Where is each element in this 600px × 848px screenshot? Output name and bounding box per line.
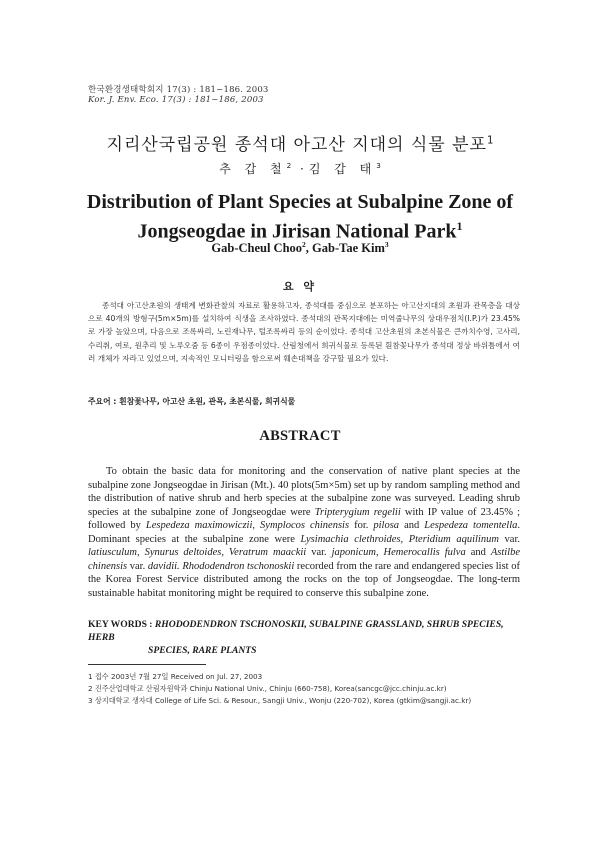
species-name: pilosa: [373, 520, 400, 531]
author-kr-1: 추 갑 철: [219, 162, 287, 176]
footnote-1: 1 접수 2003년 7월 27일 Received on Jul. 27, 2003: [88, 672, 263, 681]
abstract-korean-heading: 요 약: [282, 280, 318, 293]
species-name: Lespedeza tomentella: [424, 520, 518, 531]
abstract-text-run: var.: [306, 547, 332, 558]
abstract-text-run: with IP value of 23.45% ; followed by: [88, 506, 521, 531]
journal-citation-english: Kor. J. Env. Eco. 17(3) : 181~186, 2003: [88, 95, 264, 105]
keywords-korean-text: 흰참꽃나무, 아고산 초원, 관목, 초본식물, 희귀식물: [119, 397, 296, 406]
abstract-text-run: To obtain the basic data for monitoring and the conservation of native plant species at the subalpine zone Jongseogdae in Jirisan (Mt.). 40 plots(5m×5m) set up by random sampling method and the distribution of native shrub and herb species at the subalpine zone was surveyed. Leading shrub species at the subalpine zone of Jongseogdae were: [88, 466, 520, 518]
author-en-2: Gab-Tae Kim: [312, 241, 385, 256]
footnote-2: 2 진주산업대학교 산림자원학과 Chinju National Univ., Chinju (660-758), Korea(sancgc@jcc.chinju.ac.kr): [88, 684, 447, 693]
keywords-korean: [88, 396, 520, 407]
abstract-korean: 종석대 아고산초원의 생태계 변화관찰의 자료로 활용하고자, 종석대를 중심으로 분포하는 아고산지대의 초원과 관목층을 대상으로 40개의 방형구(5m×5m)를 설치하여 식생을 조사하였다. 종석대의 관목지대에는 미역줄나무의 상대우점치(I.P.)가 23.45%로 가장 높았으며, 다음으로 조록싸리, 노린재나무, 털조록싸리 등의 순이었다. 종석대 고산초원의 초본식물은 큰까치수영, 고사리, 수리취, 여로, 원추리 및 노루오줌 등 6종이 우점종이었다. 산림청에서 희귀식물로 등록된 흰참꽃나무가 종석대 정상 바위틈에서 여러 개체가 자라고 있었으며, 지속적인 모니터링을 함으로써 훼손대책을 강구할 필요가 있다.: [88, 301, 520, 363]
author-en-1-mark: 2: [302, 240, 306, 249]
species-name: Tripterygium regelii: [314, 506, 401, 518]
author-separator: ·: [300, 162, 309, 176]
keywords-english-label: KEY WORDS :: [88, 619, 153, 630]
abstract-english: [88, 465, 520, 600]
keywords-english-line-2: SPECIES, RARE PLANTS: [148, 645, 257, 656]
title-english-line-2: Jongseogdae in Jirisan National Park: [137, 220, 457, 243]
abstract-english-paragraph: [88, 465, 520, 600]
author-kr-2: 김 갑 태: [308, 162, 377, 176]
species-name: latiusculum, Synurus deltoides, Veratrum maackii: [88, 547, 307, 558]
keywords-english-line-1: RHODODENDRON TSCHONOSKII, SUBALPINE GRASSLAND, SHRUB SPECIES, HERB: [88, 619, 504, 643]
species-name: japonicum, Hemerocallis fulva: [331, 547, 466, 558]
title-korean-text: 지리산국립공원 종석대 아고산 지대의 식물 분포: [106, 135, 487, 155]
footnote-divider: [88, 664, 206, 665]
keywords-korean-label: 주요어 :: [88, 397, 117, 406]
author-en-2-mark: 3: [384, 240, 389, 249]
abstract-text-run: var.: [127, 560, 148, 572]
abstract-text-run: and: [465, 547, 491, 558]
title-korean: [0, 130, 600, 155]
abstract-text-run: for.: [349, 520, 374, 531]
abstract-heading: ABSTRACT: [259, 428, 341, 444]
author-en-1: Gab-Cheul Choo: [211, 241, 303, 256]
species-name: Lespedeza maximowiczii, Symplocos chinensis: [145, 520, 350, 531]
title-english-line-1: Distribution of Plant Species at Subalpine Zone of: [86, 191, 514, 213]
abstract-text-run: and: [399, 520, 425, 531]
authors-korean: [0, 160, 600, 177]
author-kr-1-mark: 2: [286, 161, 292, 170]
title-english-footnote-mark: 1: [456, 219, 463, 233]
species-name: Astilbe chinensis: [88, 547, 521, 572]
title-english: [0, 190, 600, 244]
species-name: davidii. Rhododendron tschonoskii: [147, 560, 295, 572]
author-kr-2-mark: 3: [376, 161, 381, 170]
abstract-text-run: var.: [498, 533, 520, 545]
journal-citation-korean: 한국환경생태학회지 17(3) : 181~186. 2003: [88, 85, 269, 95]
abstract-text-run: . Dominant species at the subalpine zone were: [88, 520, 520, 545]
species-name: Lysimachia clethroides, Pteridium aquilinum: [300, 533, 499, 545]
authors-english: Gab-Cheul Choo$^2$, Gab-Tae Kim$^3$: [211, 240, 389, 256]
keywords-english: [88, 618, 520, 657]
footnote-3: 3 상지대학교 생자대 College of Life Sci. & Resour., Sangji Univ., Wonju (220-702), Korea (gtkim@sangji.ac.kr): [88, 696, 472, 705]
title-korean-footnote-mark: 1: [486, 135, 494, 147]
abstract-text-run: recorded from the rare and endangered species list of the Korea Forest Service distributed among the rocks on the top of Jongseogdae. The long-term sustainable habitat monitoring might be required to conserve this subalpine zone.: [88, 560, 520, 599]
